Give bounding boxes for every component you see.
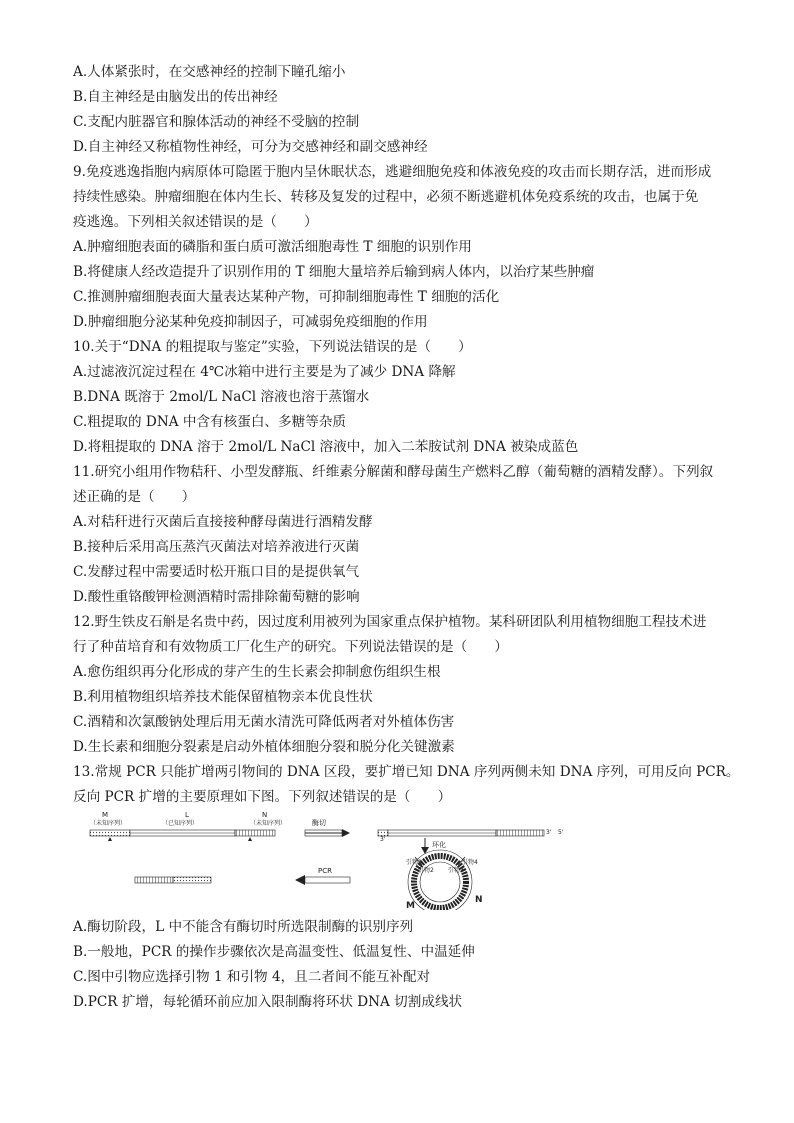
q11-option-b: B.接种后采用高压蒸汽灭菌法对培养液进行灭菌 (73, 539, 360, 555)
q9-stem-line2: 持续性感染。肿瘤细胞在体内生长、转移及复发的过程中，必须不断逃避机体免疫系统的攻击，也属于免 (73, 189, 699, 205)
q12-option-c: C.酒精和次氯酸钠处理后用无菌水清洗可降低两者对外植体伤害 (73, 714, 455, 730)
label-unknown-right: （未知序列） (250, 820, 287, 827)
ring-label-m: M (406, 901, 415, 910)
q10-option-b: B.DNA 既溶于 2mol/L NaCl 溶液也溶于蒸馏水 (73, 389, 370, 405)
arrow-circularize-label: 环化 (432, 841, 446, 849)
q9-option-d: D.肿瘤细胞分泌某种免疫抑制因子，可减弱免疫细胞的作用 (73, 314, 428, 330)
arrow-pcr (295, 875, 350, 885)
q13-stem-line1: 13.常规 PCR 只能扩增两引物间的 DNA 区段，要扩增已知 DNA 序列两侧未知 DNA 序列，可用反向 PCR。 (73, 764, 740, 780)
q10-stem: 10.关于“DNA 的粗提取与鉴定”实验，下列说法错误的是（ ） (73, 339, 472, 355)
q9-option-b: B.将健康人经改造提升了识别作用的 T 细胞大量培养后输到病人体内，以治疗某些肿瘤 (73, 264, 595, 280)
ring-label-n: N (475, 895, 483, 905)
end-3-left: 3' (380, 836, 386, 843)
label-l: L (185, 811, 189, 819)
arrow-cut (305, 829, 350, 837)
linear-dna-original (90, 830, 275, 841)
q10-option-c: C.粗提取的 DNA 中含有核蛋白、多糖等杂质 (73, 414, 346, 430)
linear-dna-cut (378, 830, 544, 836)
primer-4: 引物4 (462, 859, 478, 866)
q11-option-d: D.酸性重铬酸钾检测酒精时需排除葡萄糖的影响 (73, 589, 360, 605)
q9-option-a: A.肿瘤细胞表面的磷脂和蛋白质可激活细胞毒性 T 细胞的识别作用 (73, 239, 472, 255)
reverse-pcr-diagram (80, 810, 580, 910)
reverse-pcr-figure (80, 810, 580, 910)
q10-option-d: D.将粗提取的 DNA 溶于 2mol/L NaCl 溶液中，加入二苯胺试剂 DNA 被染成蓝色 (73, 439, 579, 455)
primer-3: 引物3 (448, 867, 464, 874)
q12-option-b: B.利用植物组织培养技术能保留植物亲本优良性状 (73, 689, 373, 705)
q12-option-a: A.愈伤组织再分化形成的芽产生的生长素会抑制愈伤组织生根 (73, 664, 441, 680)
q12-stem-line2: 行了种苗培育和有效物质工厂化生产的研究。下列说法错误的是（ ） (73, 639, 508, 655)
q13-option-a: A.酶切阶段，L 中不能含有酶切时所选限制酶的识别序列 (73, 919, 414, 935)
end-3-right: 3' (546, 829, 552, 836)
q10-option-a: A.过滤液沉淀过程在 4℃冰箱中进行主要是为了减少 DNA 降解 (73, 364, 456, 380)
label-m: M (102, 811, 109, 819)
primer-1: 引物1 (406, 859, 422, 866)
q9-stem-line1: 9.免疫逃逸指胞内病原体可隐匿于胞内呈休眠状态，逃避细胞免疫和体液免疫的攻击而长期存活，进而形成 (73, 164, 712, 180)
q13-stem-line2: 反向 PCR 扩增的主要原理如下图。下列叙述错误的是（ ） (73, 789, 452, 805)
q9-stem-line3: 疫逃逸。下列相关叙述错误的是（ ） (73, 214, 318, 230)
arrow-circularize (421, 838, 429, 854)
end-5-right: 5' (558, 829, 564, 836)
q11-stem-line1: 11.研究小组用作物秸秆、小型发酵瓶、纤维素分解菌和酵母菌生产燃料乙醇（葡萄糖的酒精发酵）。下列叙 (73, 464, 714, 480)
q8-option-b: B.自主神经是由脑发出的传出神经 (73, 89, 278, 105)
arrow-pcr-label: PCR (318, 867, 332, 875)
q11-option-a: A.对秸秆进行灭菌后直接接种酵母菌进行酒精发酵 (73, 514, 373, 530)
label-n: N (262, 811, 268, 819)
q8-option-c: C.支配内脏器官和腺体活动的神经不受脑的控制 (73, 114, 360, 130)
q11-stem-line2: 述正确的是（ ） (73, 489, 196, 505)
q13-option-d: D.PCR 扩增，每轮循环前应加入限制酶将环状 DNA 切割成线状 (73, 994, 463, 1010)
linear-dna-product (135, 877, 211, 883)
q12-stem-line1: 12.野生铁皮石斛是名贵中药，因过度利用被列为国家重点保护植物。某科研团队利用植物细胞工程技术进 (73, 614, 707, 630)
q12-option-d: D.生长素和细胞分裂素是启动外植体细胞分裂和脱分化关键激素 (73, 739, 455, 755)
q8-option-a: A.人体紧张时，在交感神经的控制下瞳孔缩小 (73, 64, 346, 80)
q11-option-c: C.发酵过程中需要适时松开瓶口目的是提供氧气 (73, 564, 360, 580)
q8-option-d: D.自主神经又称植物性神经，可分为交感神经和副交感神经 (73, 139, 428, 155)
arrow-cut-label: 酶切 (312, 819, 326, 827)
label-unknown-left: （未知序列） (90, 820, 127, 827)
primer-2: 引物2 (418, 867, 434, 874)
q9-option-c: C.推测肿瘤细胞表面大量表达某种产物，可抑制细胞毒性 T 细胞的活化 (73, 289, 500, 305)
q13-option-c: C.图中引物应选择引物 1 和引物 4，且二者间不能互补配对 (73, 969, 431, 985)
label-known: （已知序列） (162, 820, 199, 827)
q13-option-b: B.一般地，PCR 的操作步骤依次是高温变性、低温复性、中温延伸 (73, 944, 475, 960)
